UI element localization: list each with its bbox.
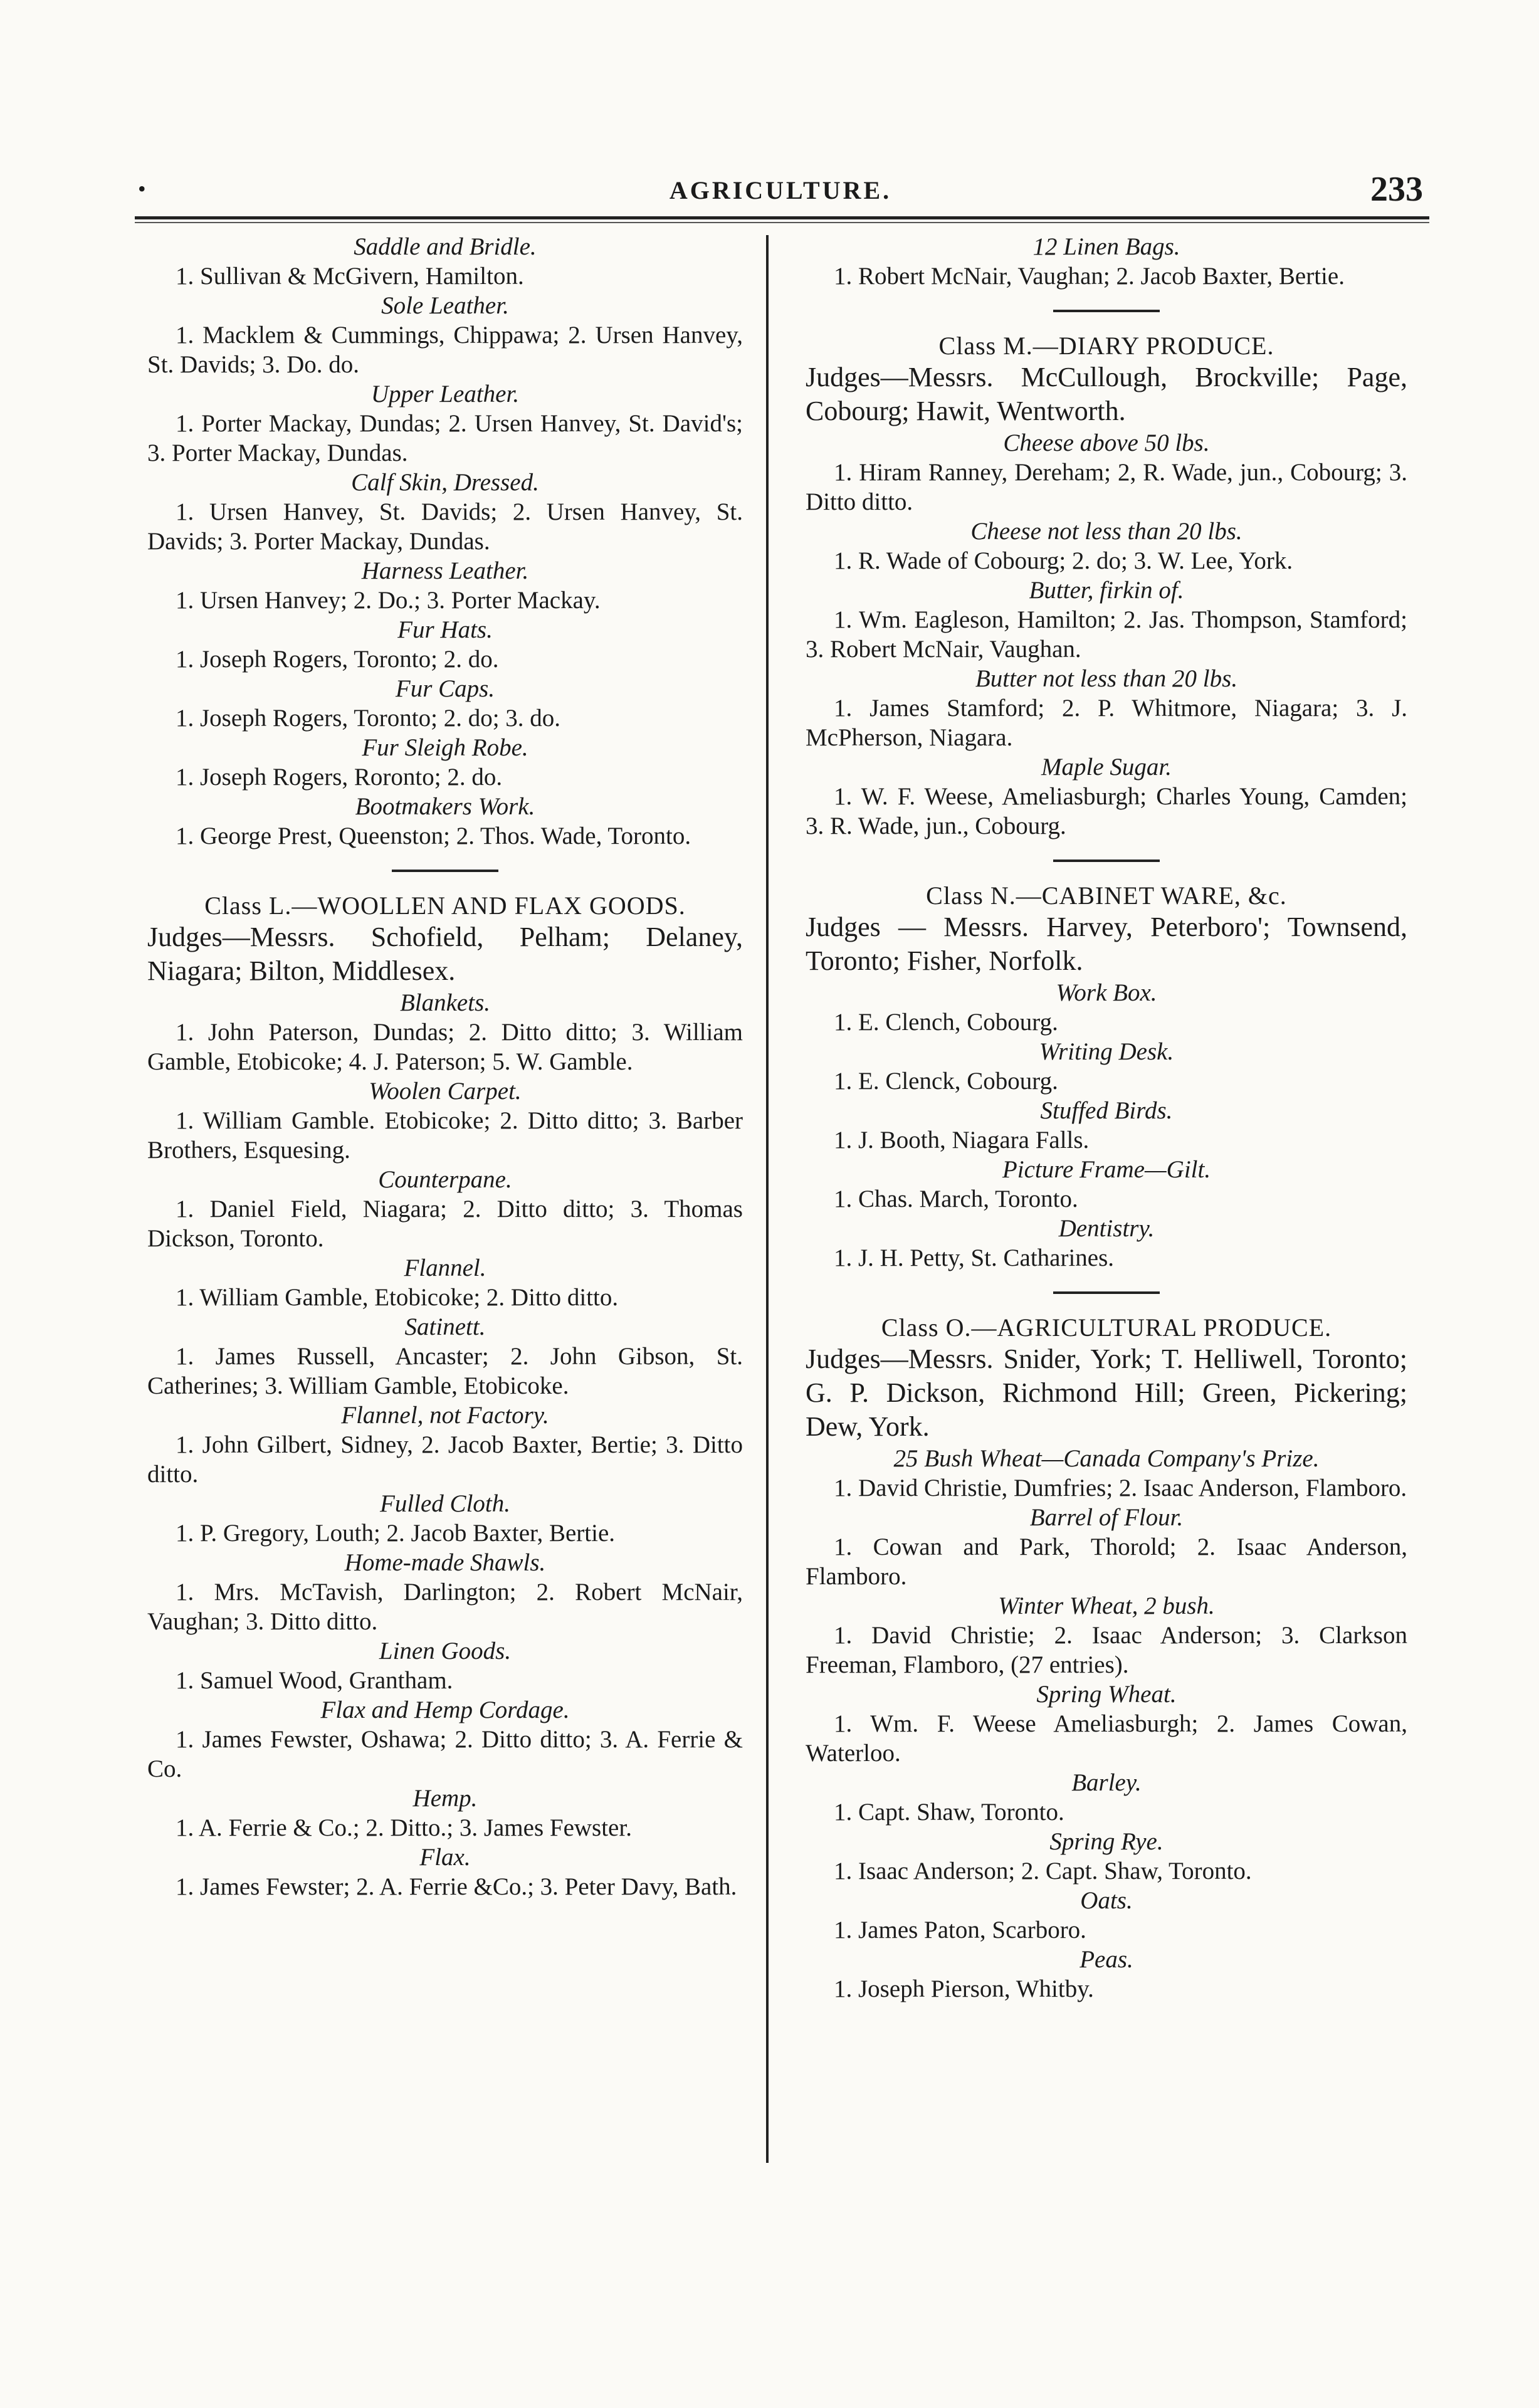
class-title: Class O.—AGRICULTURAL PRODUCE. xyxy=(881,1313,1332,1342)
award-entry: 1. Cowan and Park, Thorold; 2. Isaac Anderson, Flamboro. xyxy=(806,1533,1407,1590)
section-heading: Fur Hats. xyxy=(397,616,493,643)
award-entry: 1. Ursen Hanvey, St. Davids; 2. Ursen Hanvey, St. Davids; 3. Porter Mackay, Dundas. xyxy=(147,498,743,555)
award-entry: 1. Daniel Field, Niagara; 2. Ditto ditto; 3. Thomas Dickson, Toronto. xyxy=(147,1196,743,1252)
section-heading: Saddle and Bridle. xyxy=(354,233,537,260)
section-heading: Fur Caps. xyxy=(395,675,495,702)
class-title: Class N.—CABINET WARE, &c. xyxy=(926,881,1287,910)
award-entry: 1. A. Ferrie & Co.; 2. Ditto.; 3. James Fewster. xyxy=(176,1814,632,1841)
section-heading: Butter, firkin of. xyxy=(1029,577,1184,604)
section-heading: Flax. xyxy=(419,1844,471,1871)
award-entry: 1. Macklem & Cummings, Chippawa; 2. Ursen Hanvey, St. Davids; 3. Do. do. xyxy=(147,322,743,378)
award-entry: 1. Isaac Anderson; 2. Capt. Shaw, Toronto. xyxy=(834,1858,1252,1885)
section-heading: 12 Linen Bags. xyxy=(1032,233,1180,260)
award-entry: 1. William Gamble, Etobicoke; 2. Ditto ditto. xyxy=(176,1284,619,1311)
section-heading: Oats. xyxy=(1080,1887,1133,1914)
section-heading: Woolen Carpet. xyxy=(369,1078,522,1105)
section-separator xyxy=(1053,860,1160,862)
section-heading: Picture Frame—Gilt. xyxy=(1002,1156,1211,1183)
column-divider xyxy=(766,235,769,2163)
section-heading: Home-made Shawls. xyxy=(344,1549,546,1576)
award-entry: 1. J. Booth, Niagara Falls. xyxy=(834,1127,1090,1154)
award-entry: 1. James Stamford; 2. P. Whitmore, Niagara; 3. J. McPherson, Niagara. xyxy=(806,695,1407,751)
section-heading: Hemp. xyxy=(412,1785,478,1812)
section-heading: Flannel, not Factory. xyxy=(341,1402,549,1429)
section-heading: Barrel of Flour. xyxy=(1029,1504,1184,1531)
section-separator xyxy=(1053,310,1160,312)
award-entry: 1. P. Gregory, Louth; 2. Jacob Baxter, Bertie. xyxy=(176,1520,616,1547)
award-entry: 1. William Gamble. Etobicoke; 2. Ditto ditto; 3. Barber Brothers, Esquesing. xyxy=(147,1107,743,1164)
award-entry: 1. James Russell, Ancaster; 2. John Gibson, St. Catherines; 3. William Gamble, Etobicoke. xyxy=(147,1343,743,1399)
award-entry: 1. John Gilbert, Sidney, 2. Jacob Baxter, Bertie; 3. Ditto ditto. xyxy=(147,1431,743,1488)
award-entry: 1. Joseph Pierson, Whitby. xyxy=(834,1975,1094,2002)
award-entry: 1. Joseph Rogers, Roronto; 2. do. xyxy=(176,764,503,791)
section-heading: Flax and Hemp Cordage. xyxy=(320,1696,570,1723)
section-heading: Fur Sleigh Robe. xyxy=(362,734,528,761)
class-title: Class L.—WOOLLEN AND FLAX GOODS. xyxy=(204,891,686,920)
award-entry: 1. Samuel Wood, Grantham. xyxy=(176,1667,453,1694)
judges-line: Judges—Messrs. Schofield, Pelham; Delaney, Niagara; Bilton, Middlesex. xyxy=(147,922,743,986)
award-entry: 1. E. Clenck, Cobourg. xyxy=(834,1068,1058,1095)
section-heading: Flannel. xyxy=(404,1254,486,1281)
judges-line: Judges—Messrs. McCullough, Brockville; Page, Cobourg; Hawit, Wentworth. xyxy=(806,362,1407,426)
section-heading: Spring Wheat. xyxy=(1036,1681,1177,1708)
header-rule xyxy=(135,216,1429,219)
award-entry: 1. George Prest, Queenston; 2. Thos. Wade, Toronto. xyxy=(176,823,691,849)
section-heading: 25 Bush Wheat—Canada Company's Prize. xyxy=(893,1445,1320,1472)
award-entry: 1. Hiram Ranney, Dereham; 2, R. Wade, jun., Cobourg; 3. Ditto ditto. xyxy=(806,459,1407,515)
judges-line: Judges—Messrs. Snider, York; T. Helliwell, Toronto; G. P. Dickson, Richmond Hill; Green, Pickering; Dew, York. xyxy=(806,1343,1407,1442)
award-entry: 1. Wm. Eagleson, Hamilton; 2. Jas. Thompson, Stamford; 3. Robert McNair, Vaughan. xyxy=(806,606,1407,663)
section-separator xyxy=(392,870,498,872)
section-heading: Blankets. xyxy=(399,989,491,1016)
award-entry: 1. Capt. Shaw, Toronto. xyxy=(834,1799,1064,1826)
section-heading: Satinett. xyxy=(404,1313,486,1340)
section-heading: Cheese not less than 20 lbs. xyxy=(970,518,1242,545)
award-entry: 1. James Paton, Scarboro. xyxy=(834,1916,1086,1943)
award-entry: 1. Mrs. McTavish, Darlington; 2. Robert McNair, Vaughan; 3. Ditto ditto. xyxy=(147,1579,743,1635)
section-heading: Bootmakers Work. xyxy=(355,793,535,820)
section-heading: Counterpane. xyxy=(378,1166,512,1193)
section-heading: Barley. xyxy=(1071,1769,1142,1796)
section-heading: Harness Leather. xyxy=(361,557,529,584)
section-heading: Fulled Cloth. xyxy=(380,1490,510,1517)
award-entry: 1. Porter Mackay, Dundas; 2. Ursen Hanvey, St. David's; 3. Porter Mackay, Dundas. xyxy=(147,410,743,466)
section-heading: Calf Skin, Dressed. xyxy=(351,469,539,496)
award-entry: 1. Joseph Rogers, Toronto; 2. do; 3. do. xyxy=(176,705,561,732)
section-heading: Dentistry. xyxy=(1058,1215,1155,1242)
page-header xyxy=(138,169,1423,207)
award-entry: 1. James Fewster, Oshawa; 2. Ditto ditto; 3. A. Ferrie & Co. xyxy=(147,1726,743,1782)
award-entry: 1. David Christie, Dumfries; 2. Isaac Anderson, Flamboro. xyxy=(834,1475,1407,1501)
class-title: Class M.—DIARY PRODUCE. xyxy=(938,332,1274,360)
section-heading: Linen Goods. xyxy=(379,1638,512,1664)
section-heading: Upper Leather. xyxy=(370,381,520,407)
section-heading: Sole Leather. xyxy=(381,292,509,319)
section-heading: Writing Desk. xyxy=(1039,1038,1174,1065)
award-entry: 1. Robert McNair, Vaughan; 2. Jacob Baxter, Bertie. xyxy=(834,263,1345,290)
award-entry: 1. James Fewster; 2. A. Ferrie &Co.; 3. Peter Davy, Bath. xyxy=(176,1873,737,1900)
award-entry: 1. W. F. Weese, Ameliasburgh; Charles Young, Camden; 3. R. Wade, jun., Cobourg. xyxy=(806,783,1407,839)
award-entry: 1. J. H. Petty, St. Catharines. xyxy=(834,1244,1115,1271)
page-number: 233 xyxy=(1370,170,1423,209)
award-entry: 1. Sullivan & McGivern, Hamilton. xyxy=(176,263,524,290)
running-title: AGRICULTURE. xyxy=(669,176,892,204)
award-entry: 1. David Christie; 2. Isaac Anderson; 3. Clarkson Freeman, Flamboro, (27 entries). xyxy=(806,1622,1407,1678)
judges-line: Judges — Messrs. Harvey, Peterboro'; Townsend, Toronto; Fisher, Norfolk. xyxy=(806,912,1407,976)
award-entry: 1. R. Wade of Cobourg; 2. do; 3. W. Lee, York. xyxy=(834,547,1293,574)
section-heading: Stuffed Birds. xyxy=(1040,1097,1173,1124)
award-entry: 1. Chas. March, Toronto. xyxy=(834,1186,1078,1212)
section-heading: Work Box. xyxy=(1056,979,1157,1006)
award-entry: 1. Ursen Hanvey; 2. Do.; 3. Porter Mackay. xyxy=(176,587,601,614)
section-heading: Peas. xyxy=(1079,1946,1133,1973)
section-heading: Spring Rye. xyxy=(1049,1828,1163,1855)
award-entry: 1. Joseph Rogers, Toronto; 2. do. xyxy=(176,646,499,673)
section-heading: Butter not less than 20 lbs. xyxy=(975,665,1238,692)
award-entry: 1. John Paterson, Dundas; 2. Ditto ditto; 3. William Gamble, Etobicoke; 4. J. Paterson; 5. W. Gamble. xyxy=(147,1019,743,1075)
section-heading: Winter Wheat, 2 bush. xyxy=(998,1592,1215,1619)
award-entry: 1. E. Clench, Cobourg. xyxy=(834,1009,1058,1036)
section-separator xyxy=(1053,1291,1160,1294)
left-column xyxy=(147,232,743,1901)
section-heading: Cheese above 50 lbs. xyxy=(1003,429,1210,456)
right-column xyxy=(806,232,1407,2004)
section-heading: Maple Sugar. xyxy=(1041,754,1172,781)
header-bullet: • xyxy=(138,176,146,201)
header-rule-thin xyxy=(135,222,1429,223)
award-entry: 1. Wm. F. Weese Ameliasburgh; 2. James Cowan, Waterloo. xyxy=(806,1710,1407,1767)
